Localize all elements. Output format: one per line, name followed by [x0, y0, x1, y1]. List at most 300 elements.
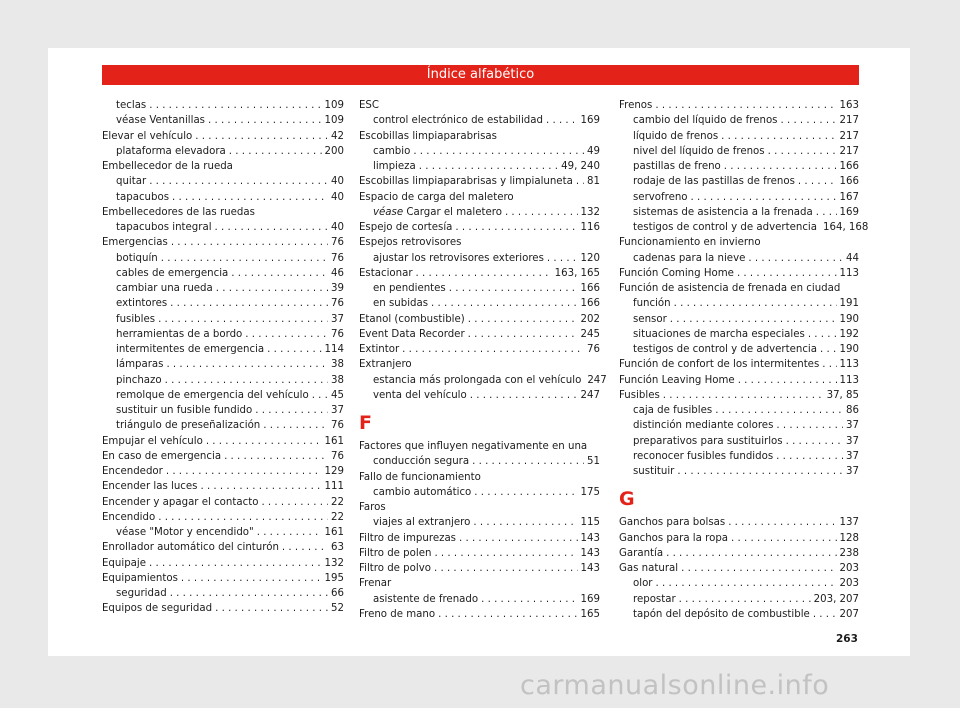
page-reference: 247 — [580, 389, 600, 401]
index-subentry — [619, 449, 859, 464]
page-reference: 49 — [587, 145, 600, 157]
entry-term: Embellecedor de la rueda — [102, 161, 233, 172]
leader-dots — [468, 327, 578, 342]
entry-term: fusibles — [116, 313, 156, 325]
leader-dots — [171, 235, 328, 250]
watermark: carmanualsonline.info — [520, 670, 830, 701]
leader-dots — [816, 205, 837, 220]
index-subentry — [102, 357, 344, 372]
page-reference: 76 — [587, 344, 600, 355]
index-subentry — [619, 251, 859, 266]
page-reference: 40 — [331, 191, 344, 203]
entry-term: nivel del líquido de frenos — [633, 145, 765, 157]
page-reference: 192 — [839, 328, 859, 340]
leader-dots — [576, 174, 584, 189]
page-reference: 165 — [580, 608, 600, 620]
page-reference: 76 — [331, 237, 344, 249]
leader-dots — [312, 388, 328, 403]
leader-dots — [261, 495, 328, 510]
page-reference: 167 — [839, 191, 859, 203]
index-subentry — [102, 388, 344, 403]
entry-term: Escobillas limpiaparabrisas y limpialuneta — [359, 176, 573, 188]
entry-term: viajes al extranjero — [373, 517, 471, 529]
index-subentry — [619, 342, 859, 357]
index-entry — [102, 159, 344, 174]
page-reference: 164, 168 — [823, 222, 869, 233]
entry-term: quitar — [116, 176, 147, 188]
index-entry — [619, 531, 859, 546]
index-subentry — [619, 190, 859, 205]
entry-term: Encendido — [102, 511, 156, 523]
page-reference: 37 — [331, 313, 344, 325]
entry-term: Fallo de funcionamiento — [359, 471, 481, 483]
page-reference: 40 — [331, 222, 344, 233]
page-reference: 163, 165 — [554, 267, 600, 279]
index-entry — [359, 576, 600, 591]
page-reference: 76 — [331, 298, 344, 310]
entry-term: Garantía — [619, 547, 664, 559]
leader-dots — [215, 601, 328, 616]
page-reference: 190 — [839, 344, 859, 355]
page-reference: 169 — [839, 206, 859, 218]
index-subentry — [359, 251, 600, 266]
entry-term: Elevar el vehículo — [102, 130, 193, 142]
leader-dots — [470, 388, 578, 403]
index-entry — [359, 220, 600, 235]
entry-term: Función Leaving Home — [619, 374, 735, 386]
index-entry — [359, 190, 600, 205]
index-subentry — [102, 342, 344, 357]
entry-term: En caso de emergencia — [102, 450, 222, 462]
leader-dots — [721, 129, 836, 144]
entry-term: cambio del líquido de frenos — [633, 115, 778, 127]
index-entry — [359, 174, 600, 189]
index-entry — [359, 327, 600, 342]
entry-term: Ganchos para bolsas — [619, 517, 726, 529]
index-subentry — [102, 113, 344, 128]
entry-term: Ganchos para la ropa — [619, 532, 729, 544]
leader-dots — [715, 403, 843, 418]
index-subentry — [102, 220, 344, 235]
entry-term: Empujar el vehículo — [102, 435, 203, 447]
index-entry — [102, 449, 344, 464]
index-subentry — [619, 327, 859, 342]
leader-dots — [257, 525, 322, 540]
leader-dots — [808, 327, 837, 342]
entry-term: Encender las luces — [102, 481, 198, 493]
index-subentry — [102, 418, 344, 433]
leader-dots — [181, 571, 322, 586]
page-reference: 137 — [839, 517, 859, 529]
index-entry — [102, 495, 344, 510]
index-subentry — [102, 98, 344, 113]
page-reference: 175 — [580, 486, 600, 498]
leader-dots — [216, 281, 328, 296]
entry-term: Freno de mano — [359, 608, 436, 620]
leader-dots — [206, 434, 322, 449]
leader-dots — [263, 418, 328, 433]
page-reference: 37 — [846, 450, 859, 462]
entry-term: Filtro de polvo — [359, 563, 431, 574]
index-entry — [102, 571, 344, 586]
index-subentry — [359, 144, 600, 159]
page-reference: 86 — [846, 405, 859, 416]
entry-term: Equipaje — [102, 557, 146, 569]
page-reference: 113 — [839, 359, 859, 371]
index-entry — [359, 98, 600, 113]
page-reference: 143 — [580, 563, 600, 574]
entry-term: Factores que influyen negativamente en una — [359, 441, 588, 452]
page-reference: 109 — [324, 100, 344, 111]
index-subentry — [619, 205, 859, 220]
index-subentry — [619, 174, 859, 189]
page-header-title: Índice alfabético — [102, 65, 859, 85]
index-entry — [359, 561, 600, 576]
index-entry — [359, 312, 600, 327]
index-entry — [619, 357, 859, 372]
entry-term: Event Data Recorder — [359, 328, 465, 340]
leader-dots — [431, 296, 578, 311]
page-reference: 113 — [839, 374, 859, 386]
page-reference: 37 — [846, 420, 859, 432]
index-entry — [619, 235, 859, 250]
entry-term: venta del vehículo — [373, 389, 467, 401]
page-reference: 132 — [580, 206, 600, 218]
entry-term: Frenos — [619, 100, 653, 111]
entry-term: Frenar — [359, 578, 392, 590]
index-entry — [619, 561, 859, 576]
index-entry — [619, 515, 859, 530]
page-reference: 161 — [324, 435, 344, 447]
page-reference: 190 — [839, 313, 859, 325]
entry-term: Funcionamiento en invierno — [619, 237, 761, 249]
page-reference: 76 — [331, 328, 344, 340]
page-reference: 217 — [839, 145, 859, 157]
index-column-3 — [619, 98, 869, 622]
index-subentry — [102, 327, 344, 342]
page-reference: 166 — [580, 283, 600, 294]
leader-dots — [208, 113, 322, 128]
page-reference: 200 — [324, 145, 344, 157]
page-reference: 114 — [324, 344, 344, 355]
leader-dots — [780, 113, 836, 128]
entry-term: testigos de control y de advertencia — [633, 222, 817, 233]
page-reference: 38 — [331, 374, 344, 386]
entry-term: intermitentes de emergencia — [116, 344, 265, 355]
leader-dots — [813, 607, 837, 622]
index-entry — [619, 373, 859, 388]
page-reference: 207 — [839, 608, 859, 620]
entry-term: pinchazo — [116, 374, 162, 386]
index-subentry — [619, 312, 859, 327]
leader-dots — [416, 266, 552, 281]
entry-term: en pendientes — [373, 283, 446, 294]
leader-dots — [161, 251, 328, 266]
leader-dots — [459, 531, 578, 546]
page-reference: 143 — [580, 532, 600, 544]
index-entry — [359, 342, 600, 357]
entry-term: Equipamientos — [102, 572, 178, 584]
entry-term: Etanol (combustible) — [359, 313, 465, 325]
page-reference: 161 — [324, 527, 344, 538]
page-reference: 238 — [839, 547, 859, 559]
leader-dots — [455, 220, 577, 235]
entry-term: función — [633, 298, 671, 310]
entry-term: seguridad — [116, 588, 167, 599]
leader-dots — [546, 113, 578, 128]
page-reference: 51 — [587, 456, 600, 468]
entry-term: distinción mediante colores — [633, 420, 774, 432]
page-reference: 247 — [587, 374, 607, 386]
index-entry — [102, 479, 344, 494]
leader-dots — [166, 464, 322, 479]
page-reference: 169 — [580, 593, 600, 605]
leader-dots — [481, 592, 577, 607]
leader-dots — [449, 281, 578, 296]
leader-dots — [224, 449, 328, 464]
entry-term: Fusibles — [619, 389, 660, 401]
index-entry — [359, 470, 600, 485]
index-subentry — [619, 464, 859, 479]
index-entry — [619, 388, 859, 403]
entry-term: control electrónico de estabilidad — [373, 115, 543, 127]
page-reference: 49, 240 — [561, 161, 600, 172]
index-subentry — [619, 592, 859, 607]
page-reference: 46 — [331, 267, 344, 279]
entry-term: plataforma elevadora — [116, 145, 226, 157]
entry-term: cambio — [373, 145, 411, 157]
index-column-1 — [102, 98, 344, 617]
page-reference: 217 — [839, 115, 859, 127]
leader-dots — [798, 174, 837, 189]
entry-term: botiquín — [116, 252, 158, 264]
index-subentry — [359, 592, 600, 607]
index-entry — [619, 266, 859, 281]
index-subentry — [619, 403, 859, 418]
entry-term: Encendedor — [102, 466, 163, 477]
entry-term: Función de asistencia de frenada en ciudad — [619, 283, 841, 294]
entry-term: pastillas de freno — [633, 161, 721, 172]
index-subentry — [359, 205, 600, 220]
leader-dots — [670, 312, 837, 327]
index-subentry — [102, 174, 344, 189]
index-entry — [102, 556, 344, 571]
leader-dots — [656, 576, 837, 591]
entry-term: tapacubos integral — [116, 222, 212, 233]
index-subentry — [102, 296, 344, 311]
leader-dots — [674, 296, 837, 311]
leader-dots — [728, 515, 836, 530]
index-subentry — [619, 113, 859, 128]
index-subentry — [359, 113, 600, 128]
leader-dots — [195, 129, 328, 144]
index-subentry — [102, 586, 344, 601]
leader-dots — [681, 561, 836, 576]
entry-term: sustituir un fusible fundido — [116, 405, 253, 416]
page-reference: 37 — [846, 466, 859, 477]
page-reference: 42 — [331, 130, 344, 142]
page-reference: 76 — [331, 252, 344, 264]
entry-see-target: Cargar el maletero — [403, 206, 502, 218]
entry-term: tapacubos — [116, 191, 170, 203]
page-reference: 169 — [580, 115, 600, 127]
entry-term: cambiar una rueda — [116, 283, 213, 294]
index-subentry — [102, 281, 344, 296]
page-reference: 39 — [331, 283, 344, 294]
entry-term: testigos de control y de advertencia — [633, 344, 817, 355]
index-subentry — [619, 607, 859, 622]
leader-dots — [149, 174, 328, 189]
entry-term: herramientas de a bordo — [116, 328, 243, 340]
leader-dots — [413, 144, 584, 159]
index-entry — [359, 546, 600, 561]
page-reference: 132 — [324, 557, 344, 569]
page-reference: 191 — [839, 298, 859, 310]
page-reference: 203 — [839, 563, 859, 574]
leader-dots — [231, 266, 328, 281]
index-subentry — [102, 312, 344, 327]
entry-term: Embellecedores de las ruedas — [102, 206, 255, 218]
entry-term: Filtro de polen — [359, 547, 432, 559]
entry-term: lámparas — [116, 359, 164, 371]
leader-dots — [738, 373, 837, 388]
leader-dots — [172, 190, 328, 205]
entry-term: repostar — [633, 593, 676, 605]
index-subentry — [619, 220, 869, 235]
leader-dots — [255, 403, 328, 418]
page-reference: 40 — [331, 176, 344, 188]
page-reference: 113 — [839, 267, 859, 279]
index-entry — [102, 205, 344, 220]
index-entry — [102, 129, 344, 144]
page-reference: 163 — [839, 100, 859, 111]
leader-dots — [666, 546, 836, 561]
page-number: 263 — [836, 633, 858, 645]
leader-dots — [724, 159, 837, 174]
index-subentry — [619, 576, 859, 591]
leader-dots — [737, 266, 837, 281]
page-reference: 22 — [331, 496, 344, 508]
index-entry — [102, 601, 344, 616]
entry-term: preparativos para sustituirlos — [633, 435, 783, 447]
page-reference: 109 — [324, 115, 344, 127]
page-reference: 45 — [331, 389, 344, 401]
index-subentry — [359, 373, 607, 388]
page-reference: 63 — [331, 542, 344, 554]
page-reference: 203 — [839, 578, 859, 590]
leader-dots — [170, 296, 328, 311]
index-subentry — [359, 485, 600, 500]
leader-dots — [768, 144, 837, 159]
entry-term: sensor — [633, 313, 667, 325]
entry-term: Enrollador automático del cinturón — [102, 542, 279, 554]
page-reference: 166 — [839, 176, 859, 188]
index-subentry — [619, 144, 859, 159]
entry-term: Encender y apagar el contacto — [102, 496, 259, 508]
leader-dots — [245, 327, 328, 342]
index-entry — [359, 500, 600, 515]
leader-dots — [149, 98, 321, 113]
entry-term: ESC — [359, 100, 380, 111]
entry-term: reconocer fusibles fundidos — [633, 450, 774, 462]
entry-term: Función de confort de los intermitentes — [619, 359, 820, 371]
leader-dots — [731, 531, 837, 546]
index-entry — [359, 607, 600, 622]
entry-term: teclas — [116, 100, 147, 111]
entry-term: Extranjero — [359, 359, 412, 371]
index-entry — [102, 235, 344, 250]
page-reference: 116 — [580, 222, 600, 233]
index-subentry — [102, 190, 344, 205]
entry-term: rodaje de las pastillas de frenos — [633, 176, 795, 188]
entry-term: asistente de frenado — [373, 593, 479, 605]
page-reference: 128 — [839, 532, 859, 544]
entry-term: olor — [633, 578, 653, 590]
index-subentry — [102, 373, 344, 388]
leader-dots — [505, 205, 578, 220]
entry-term: triángulo de preseñalización — [116, 420, 261, 432]
entry-term: Equipos de seguridad — [102, 603, 213, 615]
entry-term: tapón del depósito de combustible — [633, 608, 810, 620]
entry-see-prefix: véase — [373, 206, 404, 218]
entry-term: ajustar los retrovisores exteriores — [373, 252, 544, 264]
page-reference: 129 — [324, 466, 344, 477]
page-reference: 195 — [324, 572, 344, 584]
leader-dots — [215, 220, 329, 235]
entry-term: remolque de emergencia del vehículo — [116, 389, 309, 401]
entry-term: servofreno — [633, 191, 688, 203]
index-entry — [359, 129, 600, 144]
index-entry — [359, 266, 600, 281]
leader-dots — [434, 546, 577, 561]
entry-term: Gas natural — [619, 563, 679, 574]
leader-dots — [170, 586, 328, 601]
leader-dots — [468, 312, 578, 327]
leader-dots — [200, 479, 321, 494]
page-reference: 37 — [846, 435, 859, 447]
index-subentry — [102, 144, 344, 159]
leader-dots — [547, 251, 578, 266]
index-subentry — [359, 296, 600, 311]
entry-term: sistemas de asistencia a la frenada — [633, 206, 813, 218]
page-reference: 38 — [331, 359, 344, 371]
index-subentry — [102, 403, 344, 418]
index-entry — [102, 540, 344, 555]
index-entry — [359, 531, 600, 546]
index-column-2 — [359, 98, 607, 622]
leader-dots — [776, 449, 843, 464]
page-reference: 22 — [331, 511, 344, 523]
leader-dots — [166, 357, 328, 372]
entry-term: Escobillas limpiaparabrisas — [359, 130, 497, 142]
index-entry — [102, 434, 344, 449]
page-reference: 115 — [580, 517, 600, 529]
page-reference: 37, 85 — [826, 389, 859, 401]
entry-term: véase Ventanillas — [116, 115, 205, 127]
leader-dots — [472, 454, 584, 469]
index-subentry — [102, 266, 344, 281]
entry-term: Espacio de carga del maletero — [359, 191, 514, 203]
leader-dots — [434, 561, 578, 576]
leader-dots — [267, 342, 321, 357]
page-reference: 52 — [331, 603, 344, 615]
entry-term: Emergencias — [102, 237, 168, 249]
index-subentry — [619, 418, 859, 433]
entry-term: en subidas — [373, 298, 429, 310]
page-reference: 245 — [580, 328, 600, 340]
page-reference: 166 — [839, 161, 859, 172]
entry-term: cables de emergencia — [116, 267, 229, 279]
